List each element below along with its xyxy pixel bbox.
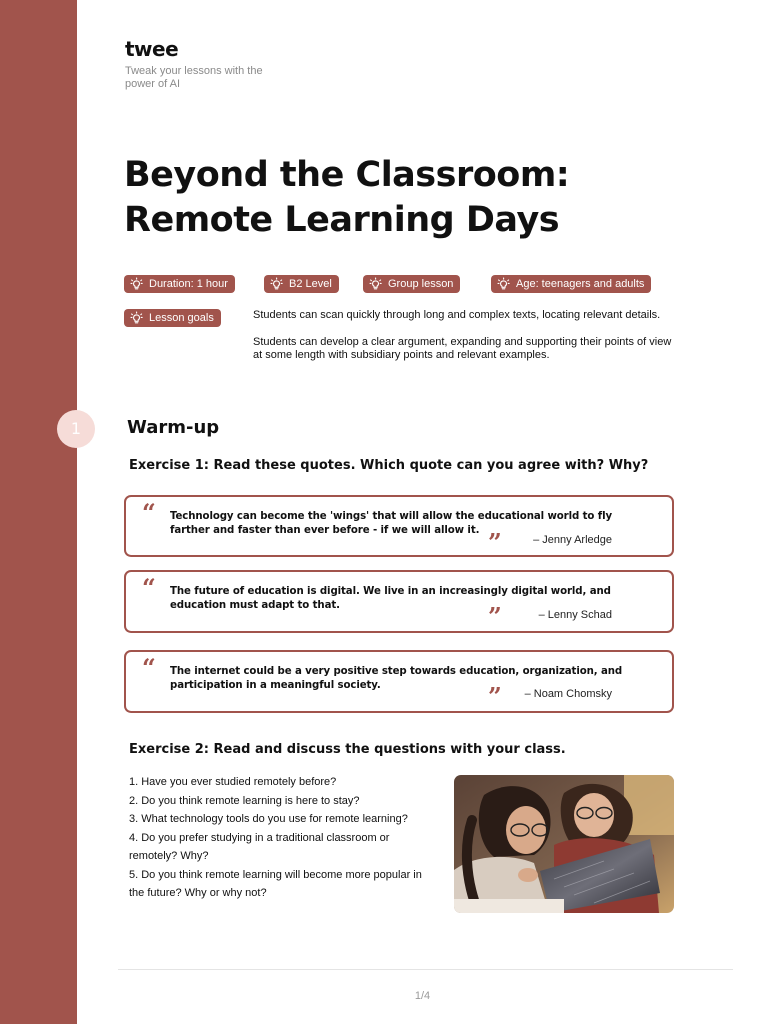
section-title: Warm-up	[127, 417, 220, 438]
tag-age	[491, 275, 651, 293]
photo-illustration	[454, 775, 674, 913]
students-laptop-photo	[454, 775, 674, 913]
quote-text: Technology can become the 'wings' that will allow the educational world to fly farther and faster than ever before - if we will allow it.	[170, 511, 613, 536]
tag-level-label: B2 Level	[289, 278, 332, 290]
tag-age-label: Age: teenagers and adults	[516, 278, 645, 290]
quote-text: The future of education is digital. We live in an increasingly digital world, and education must adapt to that.	[170, 586, 611, 611]
lesson-title: Beyond the Classroom: Remote Learning Days	[124, 155, 570, 240]
exercise-1-title: Exercise 1: Read these quotes. Which quote can you agree with? Why?	[129, 458, 649, 473]
quote-open-icon: “	[142, 653, 156, 682]
list-item: 3. What technology tools do you use for remote learning?	[129, 813, 408, 825]
quote-author: – Noam Chomsky	[524, 688, 612, 700]
quote-close-icon: ”	[488, 682, 502, 711]
sidebar-accent-bar	[0, 0, 77, 1024]
tag-lesson-goals	[124, 309, 221, 327]
quote-close-icon: ”	[488, 528, 502, 557]
quote-card	[124, 570, 674, 633]
goal-item: Students can scan quickly through long and complex texts, locating relevant details.	[253, 309, 661, 321]
tag-lesson-type	[363, 275, 460, 293]
tag-level	[264, 275, 339, 293]
brand-logo: twee	[125, 37, 179, 61]
tag-duration-label: Duration: 1 hour	[149, 278, 228, 290]
list-item: 5. Do you think remote learning will become more popular in the future? Why or why not?	[129, 868, 422, 899]
brand-tagline: Tweak your lessons with the power of AI	[125, 65, 263, 90]
brand-header	[125, 38, 265, 91]
tag-lesson-goals-label: Lesson goals	[149, 312, 214, 324]
lightbulb-icon	[130, 311, 144, 325]
lightbulb-icon	[369, 277, 383, 291]
quote-text: The internet could be a very positive step towards education, organization, and participation in a meaningful society.	[170, 666, 623, 691]
tag-lesson-type-label: Group lesson	[388, 278, 454, 290]
discussion-questions	[129, 773, 439, 903]
quote-open-icon: “	[142, 498, 156, 527]
quote-card	[124, 495, 674, 557]
footer-divider	[118, 969, 733, 970]
list-item: 1. Have you ever studied remotely before?	[129, 776, 337, 788]
goal-item: Students can develop a clear argument, expanding and supporting their points of view at some length with subsidiary points and relevant examples.	[253, 335, 672, 361]
section-number-badge: 1	[57, 410, 95, 448]
quote-author: – Jenny Arledge	[533, 534, 612, 546]
exercise-2-title: Exercise 2: Read and discuss the questions with your class.	[129, 742, 566, 757]
lesson-goals-list	[253, 309, 673, 363]
quote-close-icon: ”	[488, 602, 502, 631]
lightbulb-icon	[130, 277, 144, 291]
tag-duration	[124, 275, 235, 293]
quote-open-icon: “	[142, 573, 156, 602]
lightbulb-icon	[497, 277, 511, 291]
quote-author: – Lenny Schad	[538, 609, 612, 621]
list-item: 2. Do you think remote learning is here to stay?	[129, 794, 360, 807]
quote-card	[124, 650, 674, 713]
list-item: 4. Do you prefer studying in a traditional classroom or remotely? Why?	[129, 831, 390, 862]
lightbulb-icon	[270, 277, 284, 291]
page-number: 1/4	[414, 990, 431, 1002]
